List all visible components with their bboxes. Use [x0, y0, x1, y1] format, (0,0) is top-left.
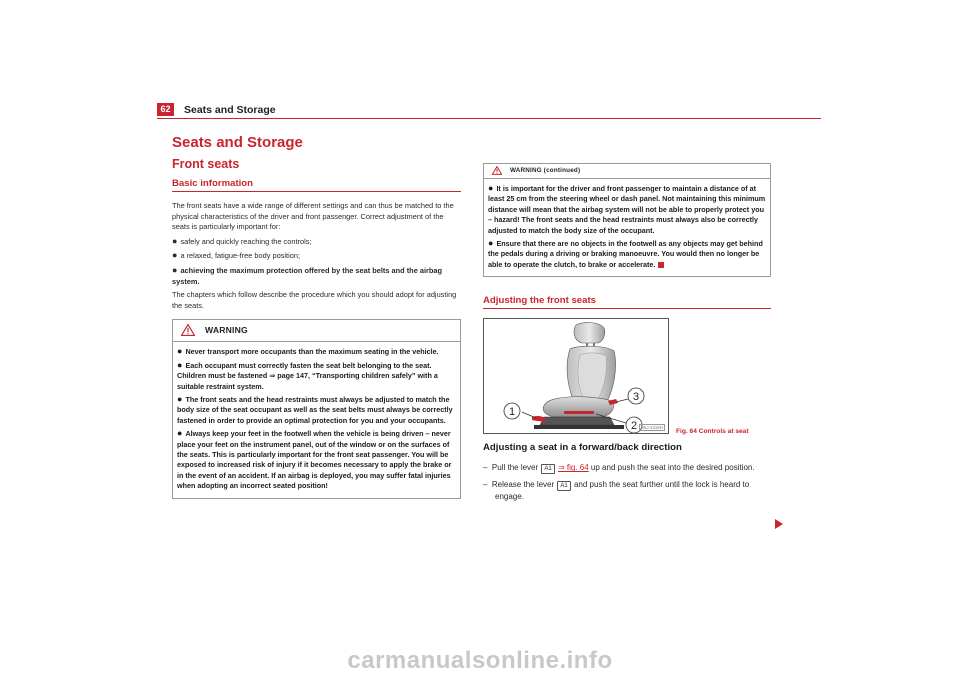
callout-2: 2: [630, 420, 638, 433]
subsection-title-adjusting: Adjusting the front seats: [483, 295, 771, 309]
callout-3: 3: [632, 391, 640, 404]
warning-continued-box: [483, 163, 771, 277]
warning-continued-title: WARNING (continued): [510, 167, 581, 174]
bullet-item: ● achieving the maximum protection offered by the seat belts and the airbag system.: [172, 264, 443, 286]
warning-item: ● The front seats and the head restraints must always be adjusted to match the body size of the seat occupant as well as the seat belts must always be correctly fastened in order to provide an optimal protection for you and your occupants.: [177, 393, 453, 425]
running-header: Seats and Storage: [184, 104, 276, 116]
seat-illustration: [484, 319, 669, 434]
bullet-item: ● safely and quickly reaching the controls;: [172, 235, 312, 246]
end-of-section-icon: [658, 262, 664, 268]
warning-item: ● Each occupant must correctly fasten the seat belt belonging to the seat. Children must be fastened ⇒ page 147, “Transporting children safely” with a suitable restraint system.: [177, 359, 438, 391]
warning-triangle-icon: [181, 324, 195, 336]
section-title: Front seats: [172, 157, 240, 171]
warning-item: ● It is important for the driver and front passenger to maintain a distance of at least 25 cm from the steering wheel or dash panel. Not maintaining this minimum distance will mean that the airbag system will not be able to properly protect you – hazard! The front seats and the head restraints must always also be correctly adjusted to match the body size of the occupant.: [488, 183, 766, 235]
seat-figure: [483, 318, 669, 434]
warning-title: WARNING: [205, 325, 248, 336]
lever-badge: A1: [557, 481, 570, 491]
left-column: [172, 134, 461, 499]
watermark: carmanualsonline.info: [347, 647, 613, 674]
bullet-icon: ●: [172, 235, 178, 246]
procedure-title: Adjusting a seat in a forward/back direction: [483, 442, 682, 454]
warning-item: ● Ensure that there are no objects in the footwell as any objects may get behind the pedals during a driving or braking manoeuvre. You would then no longer be able to operate the clutch, to brake or accelerate.: [488, 238, 763, 269]
page-number: 62: [157, 103, 174, 116]
right-column: [483, 163, 771, 507]
step-item: – Release the lever A1 and push the seat further until the lock is heard to engage.: [483, 480, 750, 502]
figure-caption: Fig. 64 Controls at seat: [676, 428, 749, 435]
chapter-title: Seats and Storage: [172, 134, 303, 151]
warning-item: ● Never transport more occupants than the maximum seating in the vehicle.: [177, 346, 439, 357]
figure-code: B5J-2115H: [640, 425, 663, 431]
bullet-icon: ●: [172, 250, 178, 261]
warning-box: [172, 319, 461, 498]
callout-1: 1: [508, 406, 516, 419]
step-item: – Pull the lever A1 ⇒ fig. 64 up and push the seat into the desired position.: [483, 463, 755, 473]
figure-link[interactable]: ⇒ fig. 64: [557, 463, 589, 473]
bullet-item: ● a relaxed, fatigue-free body position;: [172, 250, 300, 261]
warning-item: ● Always keep your feet in the footwell when the vehicle is being driven – never place your feet on the instrument panel, out of the window or on the surfaces of the seats. This is particularly important for the front seat passenger. You will be exposed to increased risk of injury if it becomes necessary to apply the brake or in the event of an accident. If an airbag is deployed, you may suffer fatal injuries when adopting an incorrect seated position!: [177, 428, 452, 491]
warning-header: [173, 320, 460, 342]
procedure-steps: [483, 462, 771, 502]
next-page-arrow-icon[interactable]: [775, 519, 783, 529]
warning-triangle-icon: [492, 166, 502, 175]
warning-continued-header: [484, 164, 770, 179]
intro-paragraph: The front seats have a wide range of different settings and can thus be matched to the physical characteristics of the driver and front passenger. Correct adjustment of the seats is particularly important for:: [172, 201, 454, 232]
lever-badge: A1: [541, 464, 554, 474]
header-rule: [157, 118, 821, 119]
outro-paragraph: The chapters which follow describe the procedure which you should adopt for adjusting the seats.: [172, 290, 457, 310]
subsection-title: Basic information: [172, 178, 461, 192]
bullet-icon: ●: [172, 264, 178, 275]
